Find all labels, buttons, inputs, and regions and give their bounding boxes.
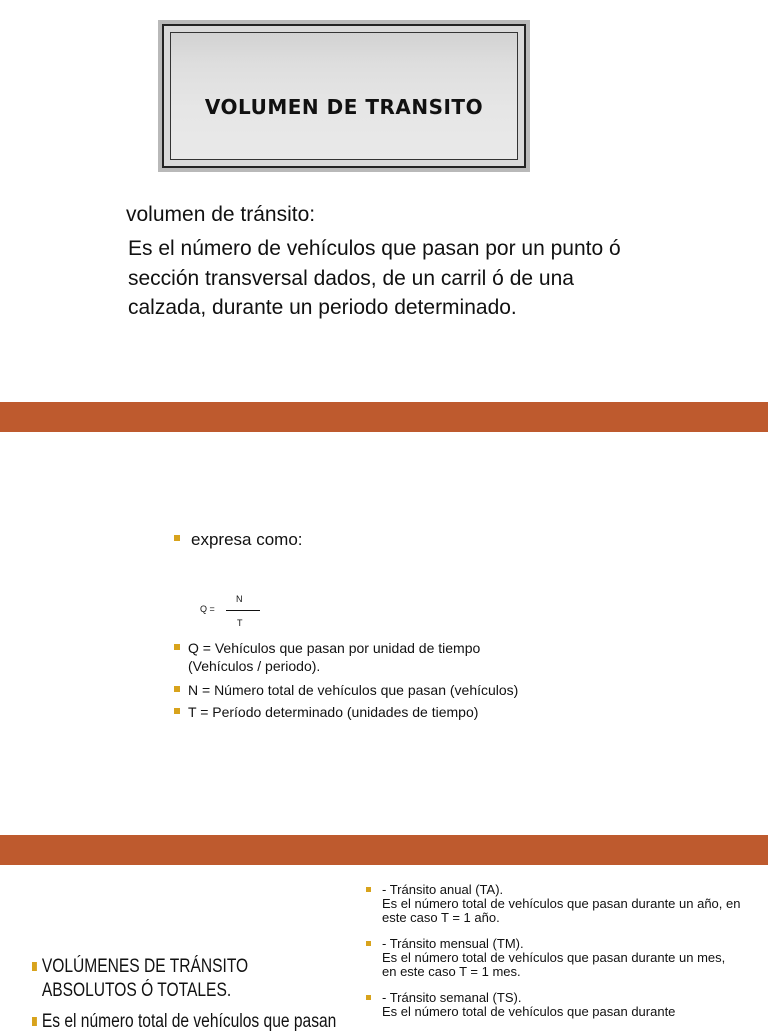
bullet-square-icon: [366, 887, 371, 892]
bullet-square-icon: [174, 708, 180, 714]
heading-text: VOLÚMENES DE TRÁNSITO ABSOLUTOS Ó TOTALES.: [41, 956, 249, 1001]
bullet-text: Q = Vehículos que pasan por unidad de tiempo (Vehículos / periodo).: [188, 640, 481, 674]
item-description: Es el número total de vehículos que pasan durante un mes, en este caso T = 1 mes.: [382, 950, 726, 979]
bullet-square-icon: [32, 962, 37, 971]
slide-divider-band: [0, 835, 768, 865]
item-heading: - Tránsito mensual (TM).: [382, 936, 524, 951]
bullet-square-icon: [174, 686, 180, 692]
item-heading: - Tránsito semanal (TS).: [382, 990, 522, 1005]
absolute-volumes-heading: [32, 955, 335, 1003]
list-item: [174, 681, 518, 699]
bullet-square-icon: [174, 535, 180, 541]
absolute-volumes-body: [32, 1010, 344, 1034]
bullet-square-icon: [366, 941, 371, 946]
formula-denominator: T: [237, 618, 243, 628]
bullet-text: N = Número total de vehículos que pasan (vehículos): [188, 682, 519, 698]
list-item: [174, 639, 548, 675]
item-description: Es el número total de vehículos que pasan durante: [382, 1004, 676, 1019]
definition-body: Es el número de vehículos que pasan por un punto ó sección transversal dados, de un carril ó de una calzada, durante un periodo determinado.: [128, 237, 621, 319]
slide-divider-band: [0, 402, 768, 432]
title-frame-inner: [170, 32, 518, 160]
list-item: [366, 883, 742, 925]
title-frame: [162, 24, 526, 168]
bullet-text: T = Período determinado (unidades de tiempo): [188, 704, 479, 720]
body-text: Es el número total de vehículos que pasan: [41, 1011, 337, 1032]
bullet-square-icon: [174, 644, 180, 650]
title-banner: [158, 20, 530, 172]
slide-title: VOLUMEN DE TRANSITO: [204, 95, 484, 119]
fraction-bar: [226, 610, 260, 611]
expresa-text: expresa como:: [191, 530, 303, 549]
list-item: [366, 991, 742, 1019]
formula-lhs: Q =: [200, 604, 215, 614]
expresa-bullet: [174, 530, 303, 550]
formula-numerator: N: [236, 594, 243, 604]
item-heading: - Tránsito anual (TA).: [382, 882, 504, 897]
bullet-square-icon: [366, 995, 371, 1000]
definition-heading: volumen de tránsito:: [126, 203, 316, 226]
bullet-square-icon: [32, 1017, 37, 1026]
list-item: [174, 703, 478, 721]
item-description: Es el número total de vehículos que pasan durante un año, en este caso T = 1 año.: [382, 896, 741, 925]
list-item: [366, 937, 742, 979]
